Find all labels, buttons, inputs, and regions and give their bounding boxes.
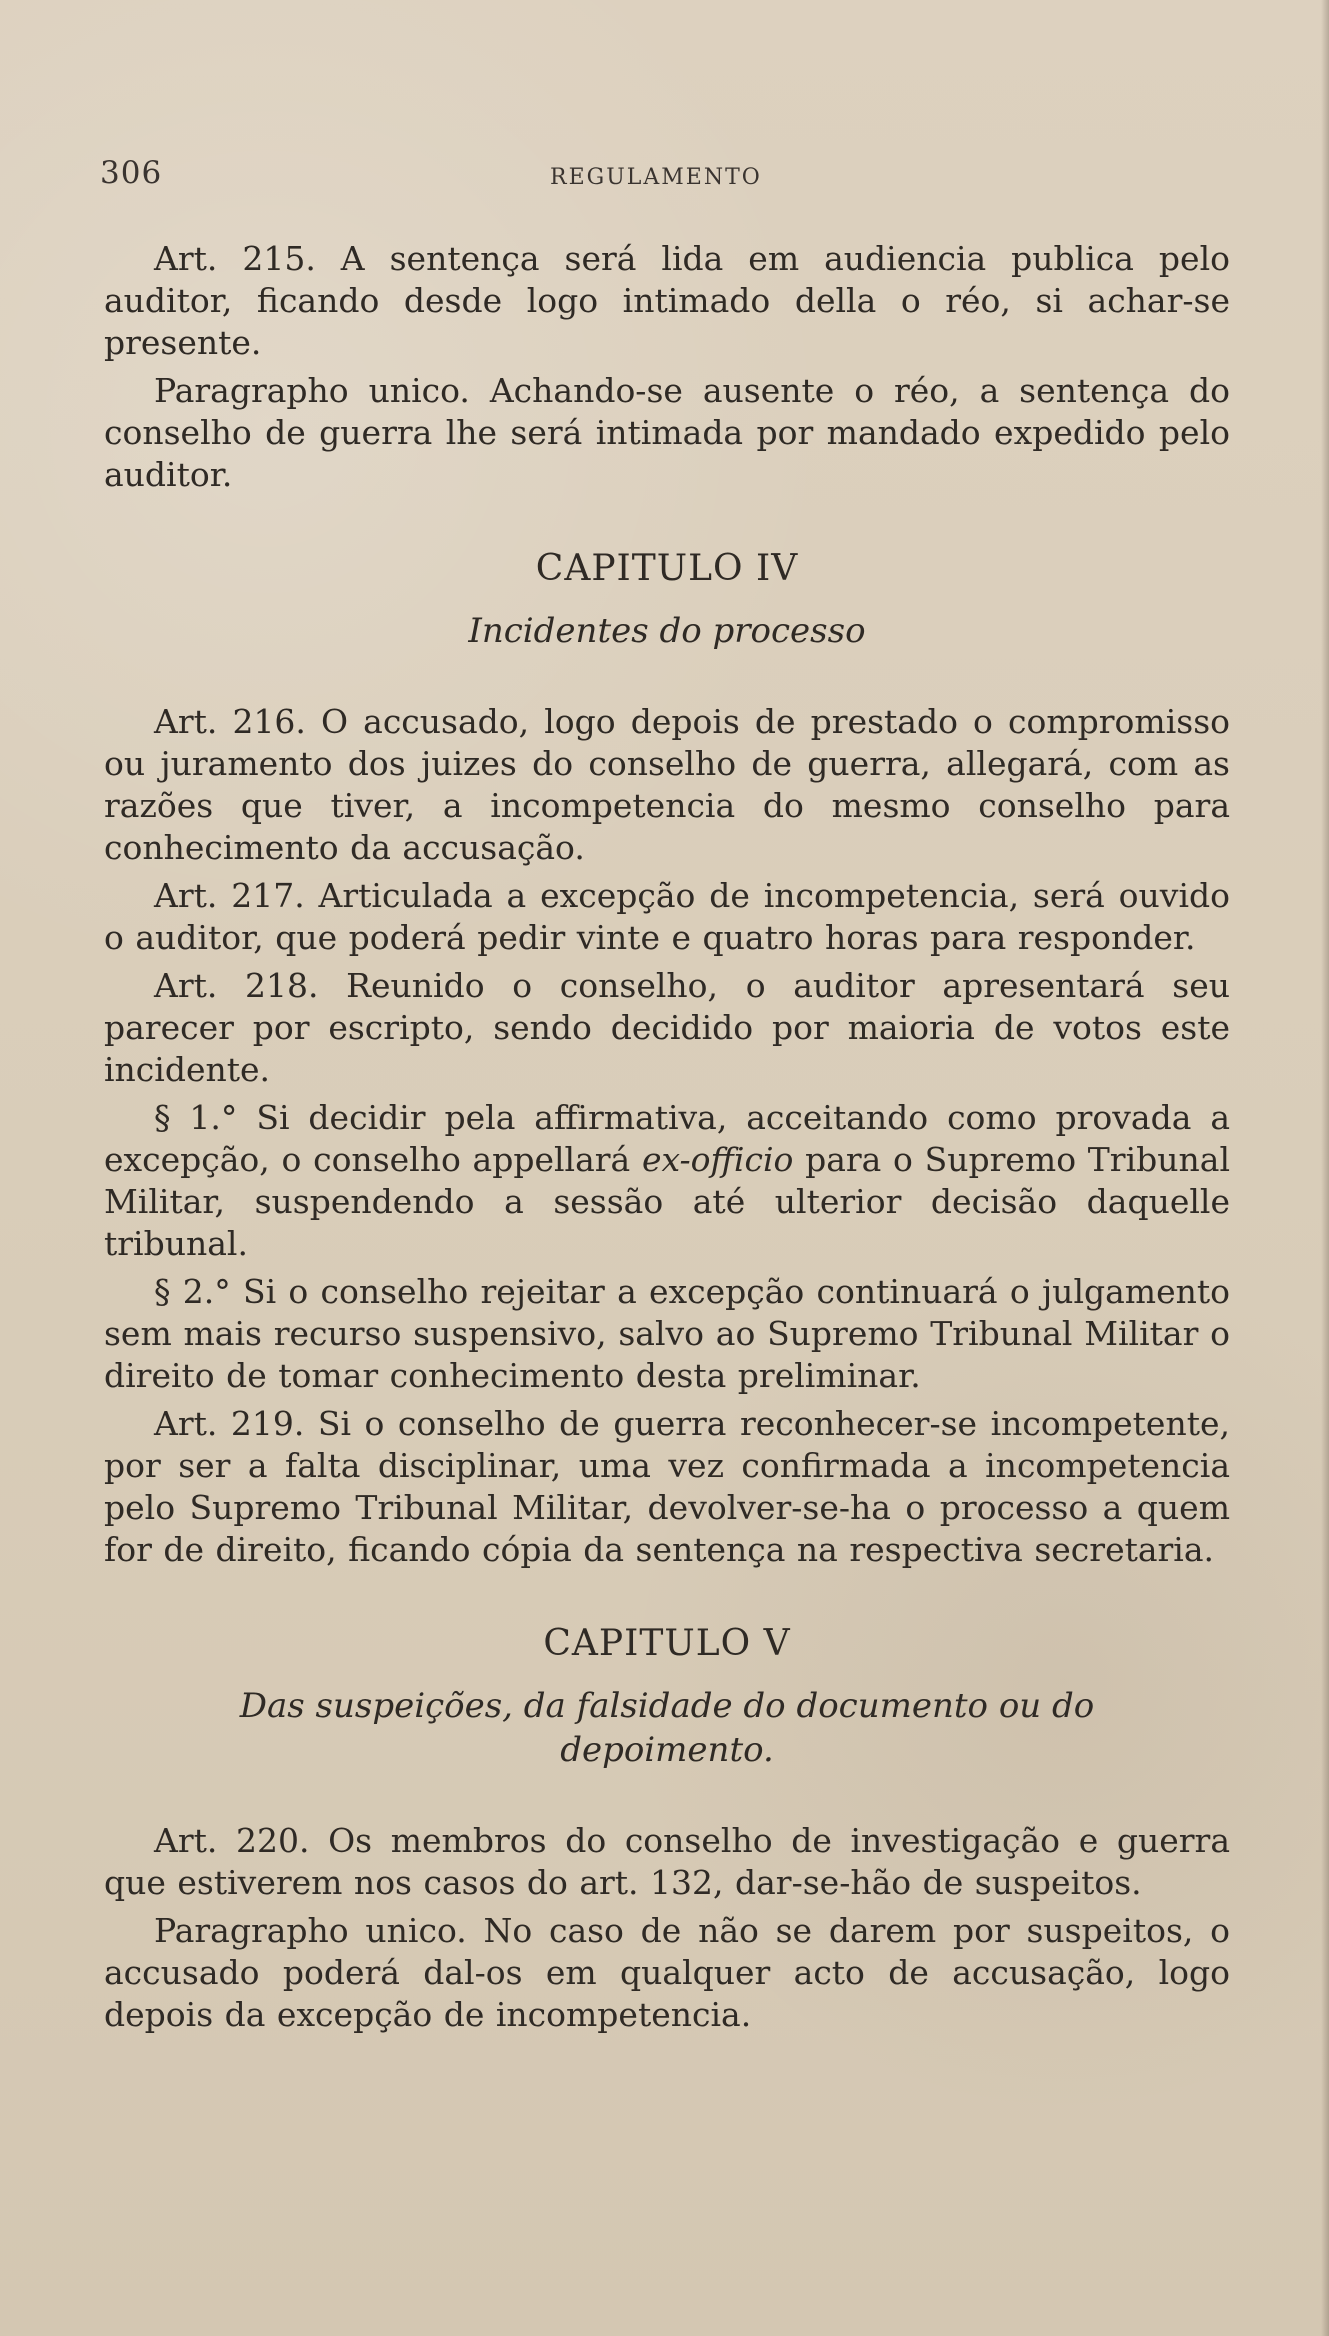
article-220-paragraph: Paragrapho unico. No caso de não se darem por suspeitos, o accusado poderá dal-os em qualquer acto de accusação, logo depois da excepção de incompetencia. bbox=[104, 1911, 1230, 2034]
article-219: Art. 219. Si o conselho de guerra reconhecer-se incompetente, por ser a falta disciplinar, uma vez confirmada a incompetencia pelo Supremo Tribunal Militar, devolver-se-ha o processo a quem for de direito, ficando cópia da sentença na respectiva secretaria. bbox=[104, 1404, 1230, 1569]
article-218-section-1 bbox=[104, 1097, 1230, 1265]
page-number: 306 bbox=[100, 155, 163, 191]
article-215-paragraph: Paragrapho unico. Achando-se ausente o réo, a sentença do conselho de guerra lhe será intimada por mandado expedido pelo auditor. bbox=[104, 371, 1230, 494]
article-218-section-1-text-end: para o Supremo Tribunal Militar, suspendendo a sessão até ulterior decisão daquelle tribunal. bbox=[104, 1140, 1230, 1263]
chapter-iv-subtitle: Incidentes do processo bbox=[468, 611, 866, 651]
running-head: REGULAMENTO bbox=[550, 165, 762, 190]
document-body bbox=[104, 238, 1230, 2036]
article-220: Art. 220. Os membros do conselho de investigação e guerra que estiverem nos casos do art. 132, dar-se-hão de suspeitos. bbox=[104, 1821, 1230, 1902]
ex-officio-term: ex-officio bbox=[641, 1140, 794, 1179]
article-218-section-2: § 2.° Si o conselho rejeitar a excepção continuará o julgamento sem mais recurso suspensivo, salvo ao Supremo Tribunal Militar o direito de tomar conhecimento desta preliminar. bbox=[104, 1272, 1230, 1395]
chapter-v-subtitle: Das suspeições, da falsidade do documento ou do depoimento. bbox=[239, 1686, 1095, 1770]
article-217: Art. 217. Articulada a excepção de incompetencia, será ouvido o auditor, que poderá pedir vinte e quatro horas para responder. bbox=[104, 876, 1230, 957]
article-218: Art. 218. Reunido o conselho, o auditor apresentará seu parecer por escripto, sendo decidido por maioria de votos este incidente. bbox=[104, 966, 1230, 1089]
article-218-section-1-text-start: § 1.° Si decidir pela affirmativa, acceitando como provada a excepção, o conselho appellará bbox=[104, 1098, 1230, 1179]
page-header bbox=[100, 155, 1210, 195]
article-215: Art. 215. A sentença será lida em audiencia publica pelo auditor, ficando desde logo intimado della o réo, si achar-se presente. bbox=[104, 239, 1230, 362]
article-216: Art. 216. O accusado, logo depois de prestado o compromisso ou juramento dos juizes do conselho de guerra, allegará, com as razões que tiver, a incompetencia do mesmo conselho para conhecimento da accusação. bbox=[104, 702, 1230, 867]
chapter-iv-title: CAPITULO IV bbox=[535, 548, 799, 589]
chapter-v-title: CAPITULO V bbox=[543, 1623, 791, 1664]
page-edge-shadow bbox=[1321, 0, 1329, 2336]
